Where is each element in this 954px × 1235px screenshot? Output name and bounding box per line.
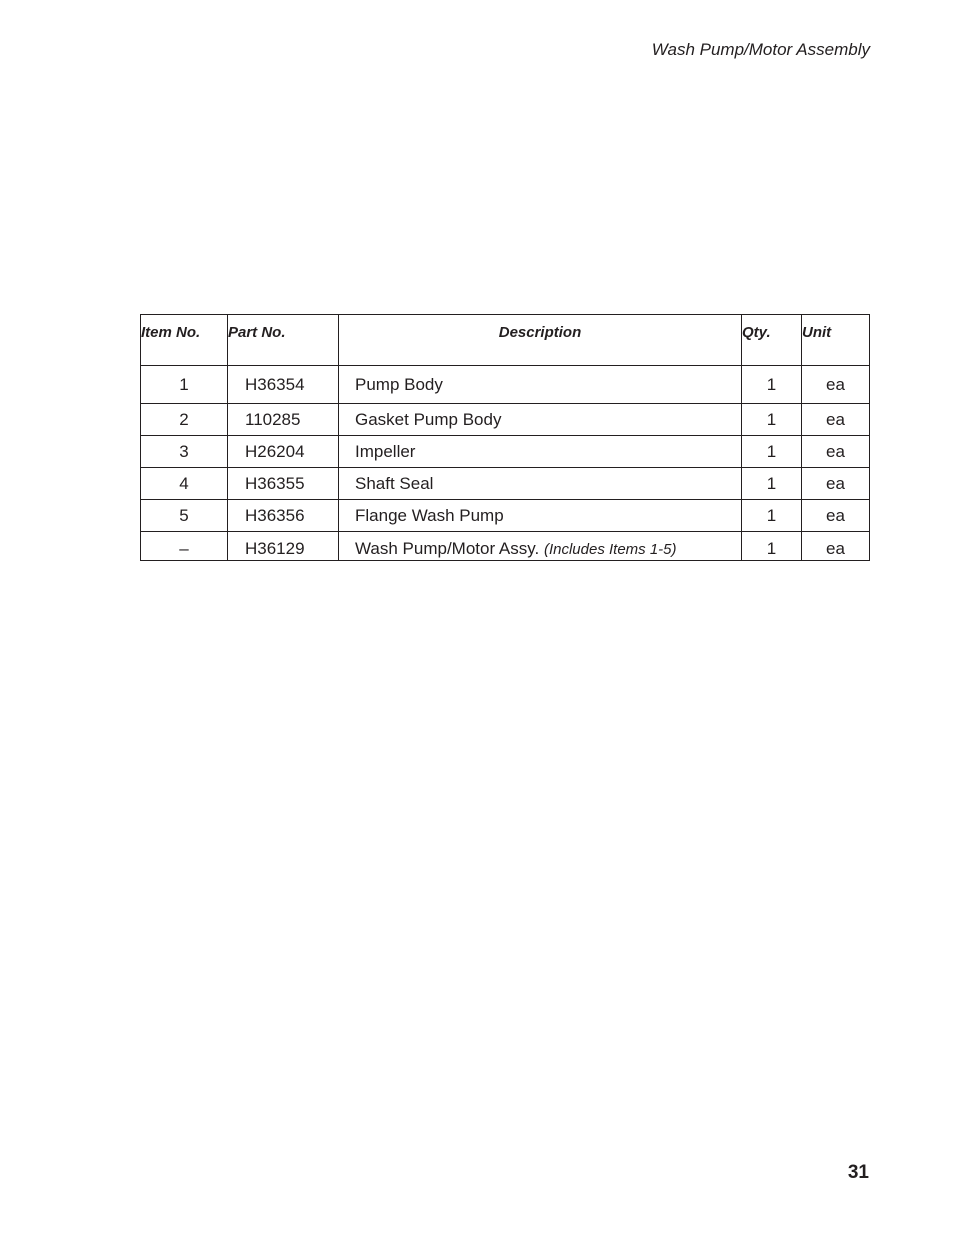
description-text: Flange Wash Pump	[355, 505, 504, 525]
parts-table	[140, 314, 870, 561]
cell-item-no: –	[141, 532, 228, 561]
cell-description	[339, 436, 742, 468]
cell-unit: ea	[802, 532, 870, 561]
cell-qty: 1	[742, 500, 802, 532]
page-number: 31	[847, 1162, 869, 1183]
cell-description	[339, 366, 742, 404]
cell-qty: 1	[742, 404, 802, 436]
running-header-title: Wash Pump/Motor Assembly	[651, 40, 870, 59]
description-text: Wash Pump/Motor Assy.	[355, 539, 540, 558]
cell-description	[339, 468, 742, 500]
cell-unit: ea	[802, 404, 870, 436]
table-header-row	[141, 315, 870, 366]
column-header-unit: Unit	[802, 315, 870, 366]
table-row	[141, 436, 870, 468]
cell-part-no: H36356	[228, 500, 339, 532]
column-header-qty: Qty.	[742, 315, 802, 366]
cell-description	[339, 500, 742, 532]
description-note: (Includes Items 1-5)	[543, 541, 677, 558]
cell-item-no: 4	[141, 468, 228, 500]
cell-part-no: H26204	[228, 436, 339, 468]
description-text: Shaft Seal	[355, 473, 434, 493]
cell-part-no: H36355	[228, 468, 339, 500]
cell-description	[339, 532, 742, 561]
cell-unit: ea	[802, 436, 870, 468]
cell-qty: 1	[742, 366, 802, 404]
cell-unit: ea	[802, 500, 870, 532]
cell-qty: 1	[742, 468, 802, 500]
column-header-description: Description	[339, 315, 742, 366]
cell-item-no: 2	[141, 404, 228, 436]
cell-qty: 1	[742, 532, 802, 561]
column-header-item-no: Item No.	[141, 315, 228, 366]
cell-part-no: 110285	[228, 404, 339, 436]
cell-item-no: 5	[141, 500, 228, 532]
description-text: Pump Body	[355, 374, 443, 394]
cell-part-no: H36354	[228, 366, 339, 404]
column-header-part-no: Part No.	[228, 315, 339, 366]
table-row	[141, 366, 870, 404]
table-row	[141, 404, 870, 436]
table-row	[141, 532, 870, 561]
cell-unit: ea	[802, 366, 870, 404]
cell-unit: ea	[802, 468, 870, 500]
cell-qty: 1	[742, 436, 802, 468]
description-text: Impeller	[355, 441, 416, 461]
table-row	[141, 500, 870, 532]
cell-part-no: H36129	[228, 532, 339, 561]
description-text: Gasket Pump Body	[355, 409, 502, 429]
cell-item-no: 1	[141, 366, 228, 404]
cell-description	[339, 404, 742, 436]
table-row	[141, 468, 870, 500]
cell-item-no: 3	[141, 436, 228, 468]
